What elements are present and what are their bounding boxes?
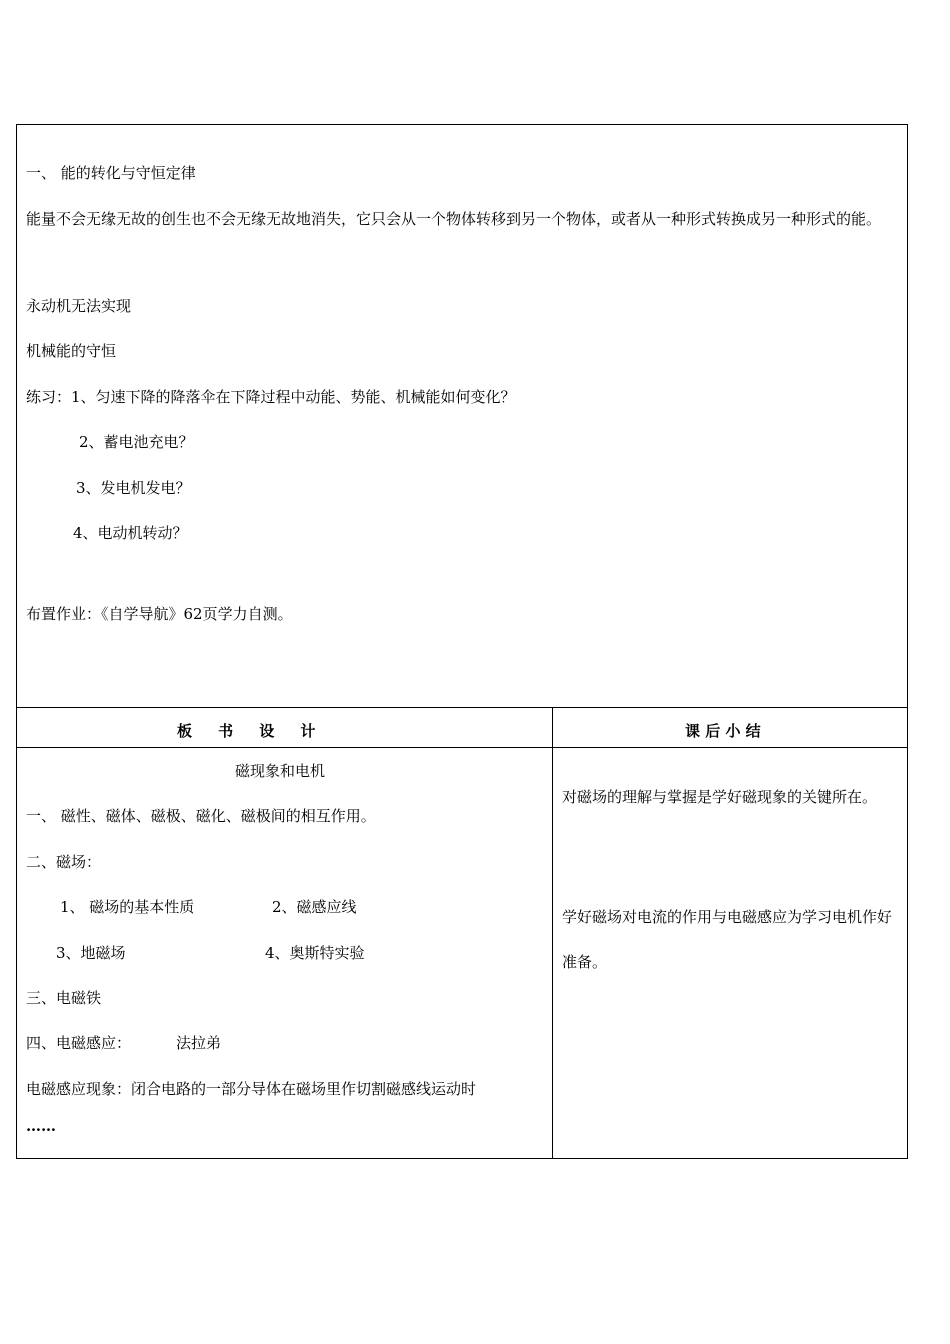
lesson-table (16, 124, 908, 1159)
faraday-label: 法拉弟 (176, 1034, 222, 1052)
exercise-2: 2、蓄电池充电？ (79, 433, 194, 451)
column-divider (552, 707, 553, 1158)
board-sub-4: 4、奥斯特实验 (265, 944, 365, 962)
law-paragraph: 能量不会无缘无故的创生也不会无缘无故地消失，它只会从一个物体转移到另一个物体，或者从一种形式转换成另一种形式的能。 (26, 210, 882, 228)
perpetual-motion-line: 永动机无法实现 (26, 297, 132, 315)
header-top-border (17, 707, 907, 708)
board-item-3: 三、电磁铁 (26, 989, 102, 1007)
summary-para-2: 学好磁场对电流的作用与电磁感应为学习电机作好准备。 (562, 908, 893, 971)
board-sub-2: 2、磁感应线 (272, 898, 357, 916)
exercise-3: 3、发电机发电？ (76, 479, 191, 497)
summary-header: 课 后 小 结 (685, 722, 761, 740)
induction-line: 电磁感应现象：闭合电路的一部分导体在磁场里作切割磁感线运动时 (26, 1080, 477, 1098)
board-sub-1: 1、 磁场的基本性质 (60, 898, 195, 916)
exercise-4: 4、电动机转动？ (73, 524, 188, 542)
board-title: 磁现象和电机 (235, 762, 326, 780)
board-item-4: 四、电磁感应： (26, 1034, 132, 1052)
board-sub-3: 3、地磁场 (56, 944, 126, 962)
homework-line: 布置作业：《自学导航》62页学力自测。 (26, 605, 293, 623)
exercise-1: 练习：1、匀速下降的降落伞在下降过程中动能、势能、机械能如何变化？ (26, 388, 516, 406)
board-item-2: 二、磁场： (26, 853, 102, 871)
board-design-header: 板 书 设 计 (177, 722, 316, 740)
board-item-1: 一、 磁性、磁体、磁极、磁化、磁极间的相互作用。 (26, 807, 376, 825)
mechanical-energy-line: 机械能的守恒 (26, 342, 117, 360)
section-heading: 一、 能的转化与守恒定律 (26, 164, 196, 182)
ellipsis: …… (26, 1117, 56, 1135)
header-bottom-border (17, 747, 907, 748)
summary-para-1: 对磁场的理解与掌握是学好磁现象的关键所在。 (562, 788, 878, 806)
